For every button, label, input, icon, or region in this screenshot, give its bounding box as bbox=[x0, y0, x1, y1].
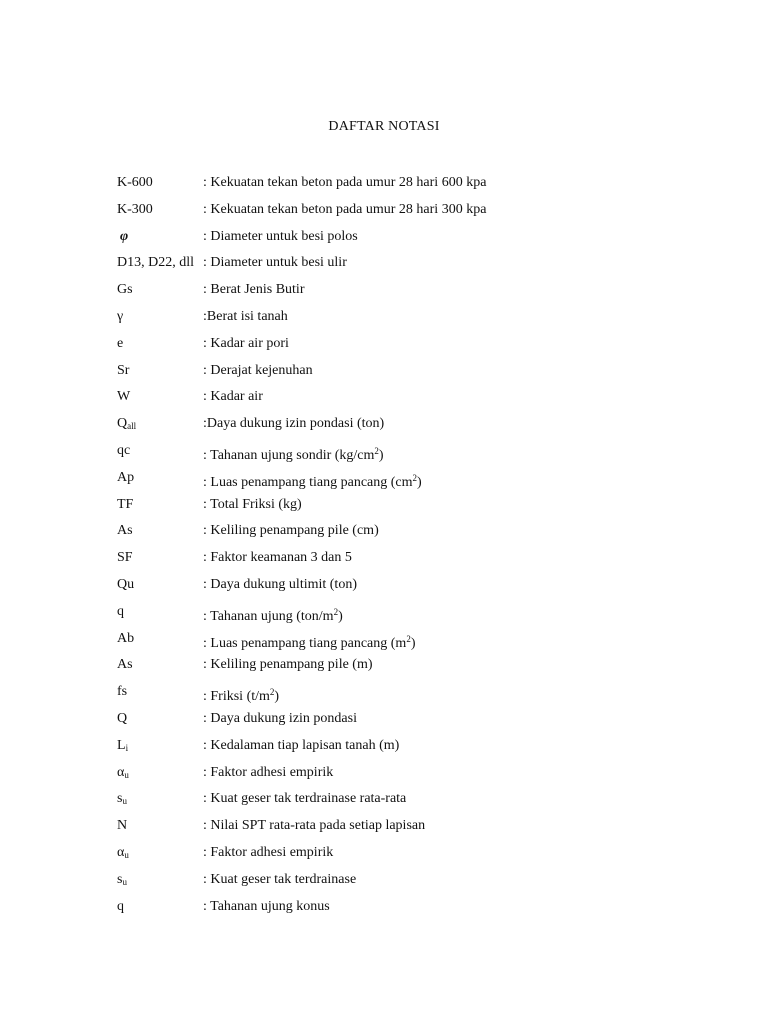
notation-row bbox=[117, 572, 677, 599]
notation-description: : Berat Jenis Butir bbox=[203, 282, 305, 298]
notation-symbol: $s_u$ bbox=[117, 871, 127, 887]
notation-description: : Diameter untuk besi polos bbox=[203, 228, 358, 244]
notation-description: : Kekuatan tekan beton pada umur 28 hari 300 kpa bbox=[203, 201, 487, 217]
notation-description: : Daya dukung izin pondasi bbox=[203, 710, 357, 726]
symbol-subscript: u bbox=[124, 769, 129, 780]
notation-row bbox=[117, 438, 677, 465]
notation-description: : Kekuatan tekan beton pada umur 28 hari 600 kpa bbox=[203, 175, 487, 190]
notation-row bbox=[117, 492, 677, 519]
notation-description: : Kadar air pori bbox=[203, 335, 289, 351]
notation-row bbox=[117, 250, 677, 277]
notation-symbol: Ap bbox=[117, 469, 135, 485]
notation-symbol: N bbox=[117, 818, 128, 834]
notation-row bbox=[117, 384, 677, 411]
notation-description: : Diameter untuk besi ulir bbox=[203, 255, 347, 271]
unit-superscript: 2 bbox=[333, 606, 339, 617]
notation-symbol: D13, D22, dll bbox=[117, 255, 194, 271]
phi-symbol: φ bbox=[120, 228, 129, 244]
notation-description: : Kadar air bbox=[203, 389, 263, 405]
notation-row bbox=[117, 465, 677, 492]
notation-symbol: Gs bbox=[117, 282, 133, 298]
notation-symbol: K-300 bbox=[117, 201, 153, 217]
unit-superscript: 2 bbox=[269, 687, 275, 698]
notation-row bbox=[117, 760, 677, 787]
notation-description: : Kuat geser tak terdrainase rata-rata bbox=[203, 791, 407, 807]
notation-description: : Kedalaman tiap lapisan tanah (m) bbox=[203, 737, 400, 753]
notation-description: : Total Friksi (kg) bbox=[203, 496, 302, 512]
notation-row bbox=[117, 867, 677, 894]
notation-symbol: Ab bbox=[117, 630, 135, 646]
notation-symbol: q bbox=[117, 898, 124, 914]
notation-row bbox=[117, 170, 677, 197]
notation-description: : Nilai SPT rata-rata pada setiap lapisan bbox=[203, 818, 426, 834]
notation-description: : Keliling penampang pile (m) bbox=[203, 657, 373, 673]
notation-description: : Faktor adhesi empirik bbox=[203, 764, 334, 780]
notation-symbol: As bbox=[117, 657, 133, 673]
notation-description: : Luas penampang tiang pancang $(m^2)$ bbox=[203, 633, 416, 651]
notation-description: : Faktor adhesi empirik bbox=[203, 844, 334, 860]
notation-description: :Daya dukung izin pondasi (ton) bbox=[203, 416, 385, 432]
notation-row bbox=[117, 304, 677, 331]
symbol-subscript: all bbox=[127, 421, 137, 432]
notation-row bbox=[117, 197, 677, 224]
symbol-subscript: u bbox=[124, 849, 129, 860]
notation-symbol: TF bbox=[117, 496, 134, 512]
notation-row bbox=[117, 679, 677, 706]
notation-row bbox=[117, 518, 677, 545]
notation-row bbox=[117, 840, 677, 867]
notation-row bbox=[117, 706, 677, 733]
notation-symbol: e bbox=[117, 335, 124, 351]
unit-superscript: 2 bbox=[412, 472, 418, 483]
notation-symbol: Q bbox=[117, 710, 128, 726]
notation-symbol: W bbox=[117, 389, 131, 405]
notation-symbol: SF bbox=[117, 550, 133, 566]
notation-row bbox=[117, 813, 677, 840]
notation-symbol: qc bbox=[117, 442, 131, 458]
notation-row bbox=[117, 277, 677, 304]
notation-row bbox=[117, 599, 677, 626]
notation-description: : Daya dukung ultimit (ton) bbox=[203, 576, 357, 592]
notation-description: : Kuat geser tak terdrainase bbox=[203, 871, 357, 887]
notation-symbol: $Q_{all}$ bbox=[117, 416, 137, 432]
notation-symbol: $L_i$ bbox=[117, 737, 129, 753]
notation-row bbox=[117, 733, 677, 760]
notation-description: : Friksi $(t/m^2)$ bbox=[203, 687, 280, 705]
symbol-subscript: u bbox=[122, 796, 127, 807]
notation-description: : Tahanan ujung konus bbox=[203, 898, 330, 914]
notation-row bbox=[117, 545, 677, 572]
notation-row bbox=[117, 786, 677, 813]
notation-symbol: As bbox=[117, 523, 133, 539]
notation-row bbox=[117, 411, 677, 438]
notation-symbol bbox=[117, 224, 128, 251]
notation-symbol: $\alpha_u$ bbox=[117, 844, 129, 860]
unit-superscript: 2 bbox=[406, 633, 411, 644]
notation-symbol: $\alpha_u$ bbox=[117, 764, 129, 780]
notation-symbol: Sr bbox=[117, 362, 130, 378]
notation-row bbox=[117, 626, 677, 653]
notation-description: : Tahanan ujung sondir $(kg/cm^2)$ bbox=[203, 445, 384, 463]
notation-row bbox=[117, 894, 677, 921]
notation-row bbox=[117, 224, 677, 251]
notation-description: : Tahanan ujung $(ton/m^2)$ bbox=[203, 606, 343, 624]
notation-symbol: K-600 bbox=[117, 175, 153, 190]
notation-description: : Derajat kejenuhan bbox=[203, 362, 313, 378]
notation-symbol: γ bbox=[117, 308, 124, 324]
notation-description: : Keliling penampang pile (cm) bbox=[203, 523, 379, 539]
page-title: DAFTAR NOTASI bbox=[328, 119, 440, 134]
notation-symbol: $s_u$ bbox=[117, 791, 127, 807]
notation-symbol: fs bbox=[117, 684, 128, 700]
symbol-subscript: u bbox=[122, 876, 127, 887]
notation-symbol: q bbox=[117, 603, 124, 619]
symbol-subscript: i bbox=[125, 742, 129, 753]
notation-list bbox=[117, 170, 677, 920]
notation-row bbox=[117, 652, 677, 679]
notation-description: : Luas penampang tiang pancang $(cm^2)$ bbox=[203, 472, 422, 490]
unit-superscript: 2 bbox=[374, 445, 379, 456]
notation-description: :Berat isi tanah bbox=[203, 308, 288, 324]
notation-row bbox=[117, 358, 677, 385]
notation-description: : Faktor keamanan 3 dan 5 bbox=[203, 550, 352, 566]
notation-symbol: Qu bbox=[117, 576, 135, 592]
notation-row bbox=[117, 331, 677, 358]
